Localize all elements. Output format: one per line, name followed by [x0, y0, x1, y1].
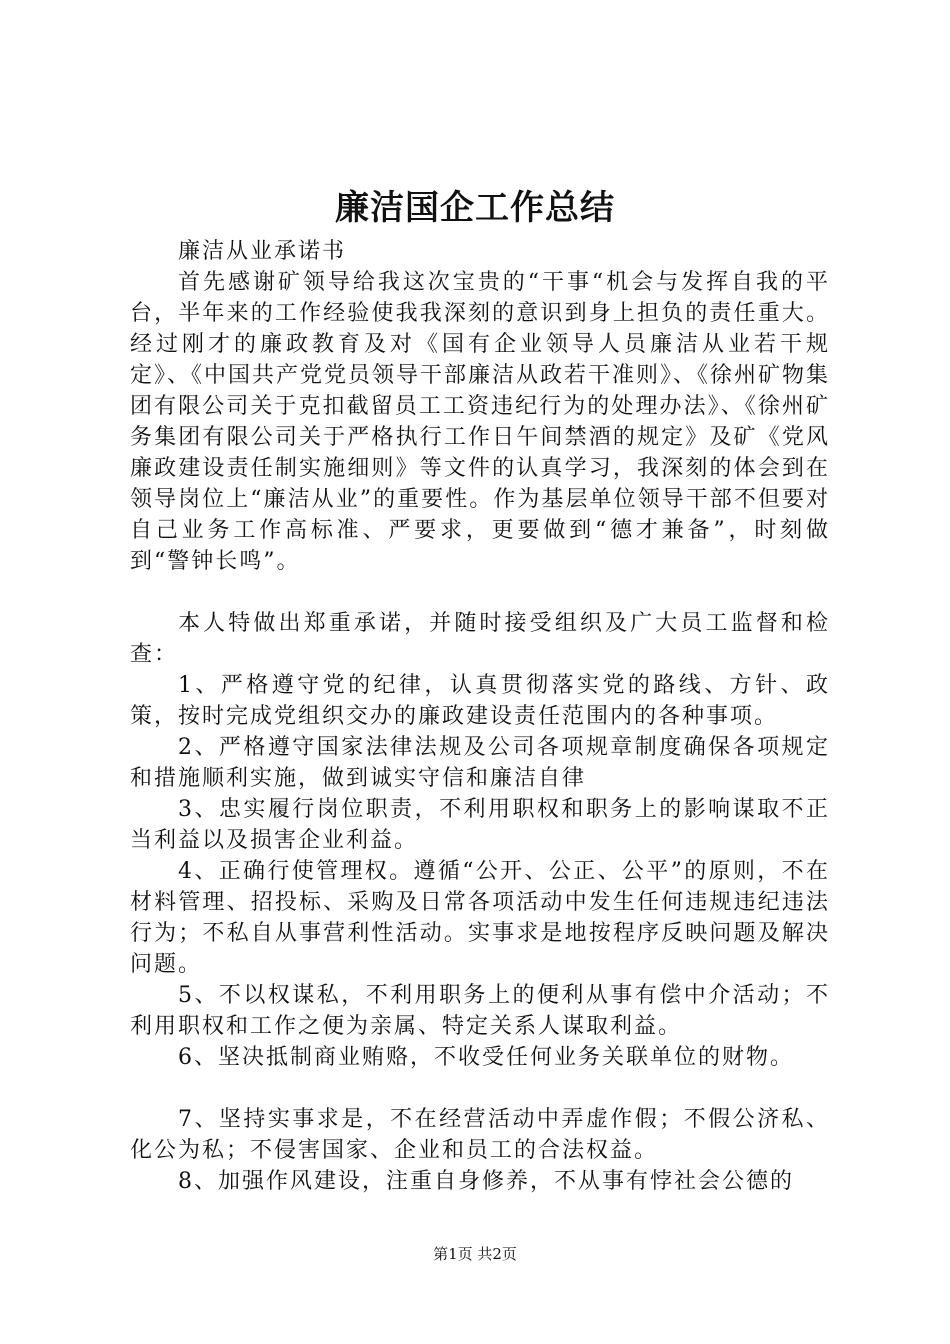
- commitment-item-2: 2、严格遵守国家法律法规及公司各项规章制度确保各项规定和措施顺利实施，做到诚实守信和廉洁自律: [130, 735, 830, 791]
- document-title: 廉洁国企工作总结: [335, 188, 615, 228]
- commitment-item-5: 5、不以权谋私，不利用职务上的便利从事有偿中介活动；不利用职权和工作之便为亲属、特定关系人谋取利益。: [130, 983, 830, 1039]
- document-subtitle: 廉洁从业承诺书: [178, 239, 347, 264]
- commitment-item-7: 7、坚持实事求是，不在经营活动中弄虚作假；不假公济私、化公为私；不侵害国家、企业和员工的合法权益。: [130, 1107, 830, 1163]
- commitment-intro: 本人特做出郑重承诺，并随时接受组织及广大员工监督和检查：: [130, 611, 830, 667]
- document-body: [130, 236, 830, 1197]
- commitment-item-3: 3、忠实履行岗位职责，不利用职权和职务上的影响谋取不正当利益以及损害企业利益。: [130, 797, 830, 853]
- commitment-item-8: 8、加强作风建设，注重自身修养，不从事有悖社会公德的: [178, 1169, 794, 1194]
- page-footer: 第1页 共2页: [433, 1245, 517, 1263]
- intro-paragraph: 首先感谢矿领导给我这次宝贵的“干事“机会与发挥自我的平台，半年来的工作经验使我我深刻的意识到身上担负的责任重大。经过刚才的廉政教育及对《国有企业领导人员廉洁从业若干规定》、《中国共产党党员领导干部廉洁从政若干准则》、《徐州矿物集团有限公司关于克扣截留员工工资违纪行为的处理办法》、《徐州矿务集团有限公司关于严格执行工作日午间禁酒的规定》及矿《党风廉政建设责任制实施细则》等文件的认真学习，我深刻的体会到在领导岗位上“廉洁从业”的重要性。作为基层单位领导干部不但要对自己业务工作高标准、严要求，更要做到“德才兼备”，时刻做到“警钟长鸣”。: [130, 270, 831, 574]
- commitment-item-1: 1、严格遵守党的纪律，认真贯彻落实党的路线、方针、政策，按时完成党组织交办的廉政建设责任范围内的各种事项。: [130, 673, 830, 729]
- commitment-item-6: 6、坚决抵制商业贿赂，不收受任何业务关联单位的财物。: [178, 1045, 794, 1070]
- commitment-item-4: 4、正确行使管理权。遵循“公开、公正、公平”的原则，不在材料管理、招投标、采购及日常各项活动中发生任何违规违纪违法行为；不私自从事营利性活动。实事求是地按程序反映问题及解决问题。: [130, 859, 830, 977]
